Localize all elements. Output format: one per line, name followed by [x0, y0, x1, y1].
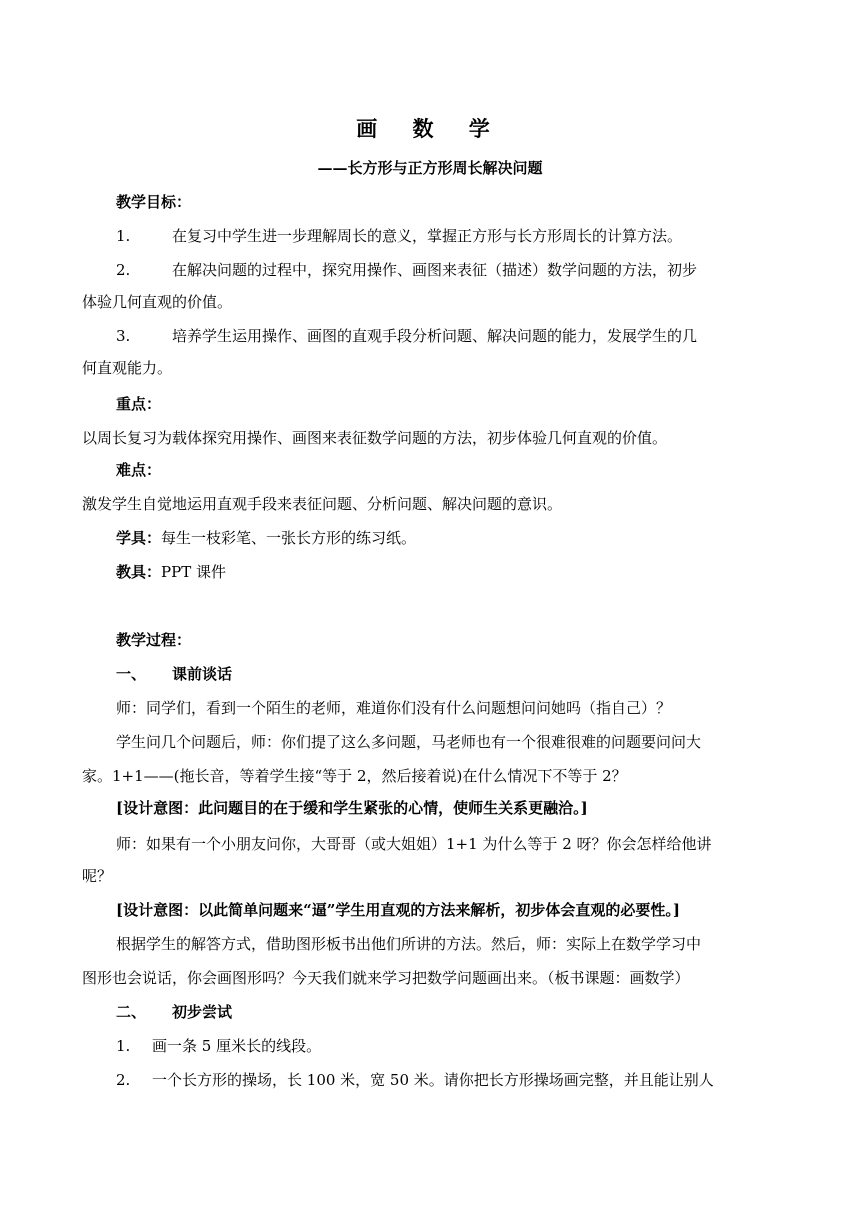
goal-item-3	[116, 326, 860, 346]
goal-number: 1.	[116, 227, 131, 245]
student-tools-text: 每生一枝彩笔、一张长方形的练习纸。	[161, 529, 417, 547]
goal-text: 在复习中学生进一步理解周长的意义，掌握正方形与长方形周长的计算方法。	[172, 227, 683, 245]
paragraph-3: 师：如果有一个小朋友问你，大哥哥（或大姐姐）1+1 为什么等于 2 呀？你会怎样给他讲	[116, 835, 712, 853]
section-1-heading	[116, 664, 860, 684]
goal-number: 3.	[116, 327, 131, 345]
section-title: 课前谈话	[172, 665, 233, 683]
step-item-2	[116, 1070, 860, 1090]
design-intent-2: [设计意图：以此简单问题来“逼”学生用直观的方法来解析，初步体会直观的必要性。]	[116, 901, 680, 919]
section-number: 二、	[116, 1003, 147, 1021]
goal-item-2	[116, 260, 860, 280]
process-heading: 教学过程：	[116, 631, 192, 649]
step-text: 一个长方形的操场，长 100 米，宽 50 米。请你把长方形操场画完整，并且能让别人	[152, 1071, 714, 1089]
step-number: 2.	[116, 1071, 131, 1089]
difficulty-heading: 难点：	[116, 461, 162, 479]
section-number: 一、	[116, 665, 147, 683]
teacher-tools-text: PPT 课件	[161, 563, 226, 581]
section-title: 初步尝试	[172, 1003, 233, 1021]
step-item-1	[116, 1036, 860, 1056]
paragraph-4: 根据学生的解答方式，借助图形板书出他们所讲的方法。然后，师：实际上在数学学习中	[116, 935, 702, 953]
paragraph-4-continued: 图形也会说话，你会画图形吗？今天我们就来学习把数学问题画出来。（板书课题：画数学）	[82, 969, 690, 987]
teacher-tools-label: 教具：	[116, 563, 162, 581]
page-title: 画 数 学	[356, 116, 504, 141]
design-intent-1: [设计意图：此问题目的在于缓和学生紧张的心情，使师生关系更融洽。]	[116, 799, 588, 817]
goal-item-2-continued: 体验几何直观的价值。	[82, 293, 233, 311]
paragraph-2-continued: 家。1+1——(拖长音，等着学生接“等于 2，然后接着说)在什么情况下不等于 2？	[82, 767, 627, 785]
paragraph-2: 学生问几个问题后，师：你们提了这么多问题，马老师也有一个很难很难的问题要问问大	[116, 733, 702, 751]
difficulty-text: 激发学生自觉地运用直观手段来表征问题、分析问题、解决问题的意识。	[82, 495, 563, 513]
goal-item-1	[116, 226, 860, 246]
paragraph-3-continued: 呢？	[82, 867, 113, 885]
section-2-heading	[116, 1002, 860, 1022]
step-text: 画一条 5 厘米长的线段。	[152, 1037, 322, 1055]
student-tools-label: 学具：	[116, 529, 162, 547]
key-heading: 重点：	[116, 395, 162, 413]
paragraph-1: 师：同学们，看到一个陌生的老师，难道你们没有什么问题想问问她吗（指自己）？	[116, 699, 672, 717]
page-subtitle: ——长方形与正方形周长解决问题	[317, 159, 543, 177]
goal-item-3-continued: 何直观能力。	[82, 359, 173, 377]
student-tools	[116, 528, 860, 548]
step-number: 1.	[116, 1037, 131, 1055]
goals-heading: 教学目标：	[116, 193, 192, 211]
goal-number: 2.	[116, 261, 131, 279]
teacher-tools	[116, 562, 860, 582]
goal-text: 在解决问题的过程中，探究用操作、画图来表征（描述）数学问题的方法，初步	[172, 261, 698, 279]
goal-text: 培养学生运用操作、画图的直观手段分析问题、解决问题的能力，发展学生的几	[172, 327, 698, 345]
key-text: 以周长复习为载体探究用操作、画图来表征数学问题的方法，初步体验几何直观的价值。	[82, 429, 668, 447]
